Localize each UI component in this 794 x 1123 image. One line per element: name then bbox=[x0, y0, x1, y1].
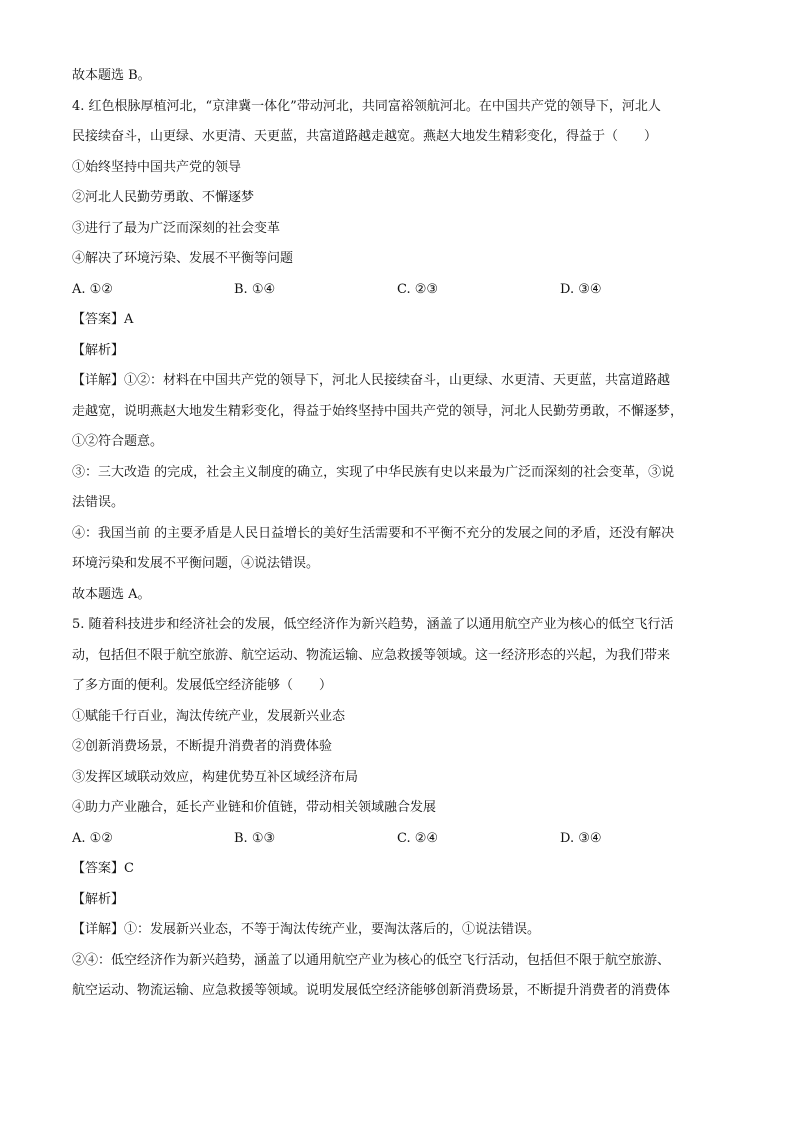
q4-analysis-title: 【解析】 bbox=[72, 342, 125, 358]
q5-analysis-line-3: 航空运动、物流运输、应急救援等领域。说明发展低空经济能够创新消费场景，不断提升消费者的消费体 bbox=[72, 983, 671, 998]
q4-analysis-line-4: ③：三大改造 的完成，社会主义制度的确立，实现了中华民族有史以来最为广泛而深刻的社会变革，③说 bbox=[72, 464, 675, 480]
q5-option-a: A. ①② bbox=[72, 830, 113, 846]
q4-stem-line-1: 4. 红色根脉厚植河北，“京津冀一体化”带动河北，共同富裕领航河北。在中国共产党的领导下，河北人 bbox=[72, 98, 661, 114]
q5-option-d: D. ③④ bbox=[560, 830, 602, 846]
q5-analysis-line-2: ②④：低空经济作为新兴趋势，涵盖了以通用航空产业为核心的低空飞行活动，包括但不限于航空旅游、 bbox=[72, 952, 671, 968]
q4-statement-1: ①始终坚持中国共产党的领导 bbox=[72, 159, 242, 175]
q4-option-c: C. ②③ bbox=[397, 281, 439, 297]
q5-analysis-line-1: 【详解】①：发展新兴业态，不等于淘汰传统产业，要淘汰落后的，①说法错误。 bbox=[72, 922, 541, 937]
q4-answer: 【答案】A bbox=[72, 312, 134, 327]
q5-statement-4: ④助力产业融合，延长产业链和价值链，带动相关领域融合发展 bbox=[72, 800, 437, 815]
q5-answer: 【答案】C bbox=[72, 861, 134, 876]
question-4 bbox=[72, 92, 732, 611]
q4-statement-3: ③进行了最为广泛而深刻的社会变革 bbox=[72, 220, 281, 236]
q4-analysis-line-6: ④：我国当前 的主要矛盾是人民日益增长的美好生活需要和不平衡不充分的发展之间的矛盾，还没有解决 bbox=[72, 525, 675, 541]
q4-options bbox=[72, 275, 732, 306]
q4-option-d: D. ③④ bbox=[560, 281, 602, 297]
q5-stem-line-2: 动，包括但不限于航空旅游、航空运动、物流运输、应急救援等领域。这一经济形态的兴起，为我们带来 bbox=[72, 647, 671, 663]
q4-analysis-line-5: 法错误。 bbox=[72, 495, 125, 510]
document-content bbox=[72, 61, 732, 1007]
q4-analysis-line-2: 走越宽，说明燕赵大地发生精彩变化，得益于始终坚持中国共产党的领导，河北人民勤劳勇敢，不懈逐梦， bbox=[72, 403, 684, 419]
q4-conclusion: 故本题选 A。 bbox=[72, 586, 151, 602]
question-5 bbox=[72, 610, 732, 1007]
q5-statement-3: ③发挥区域联动效应，构建优势互补区域经济布局 bbox=[72, 769, 359, 785]
q3-conclusion: 故本题选 B。 bbox=[72, 68, 151, 83]
q4-option-a: A. ①② bbox=[72, 281, 113, 297]
q5-options bbox=[72, 824, 732, 855]
q5-analysis-title: 【解析】 bbox=[72, 891, 125, 907]
q5-stem-line-3: 了多方面的便利。发展低空经济能够（ ） bbox=[72, 678, 333, 693]
q4-stem-line-2: 民接续奋斗，山更绿、水更清、天更蓝，共富道路越走越宽。燕赵大地发生精彩变化，得益于（ ） bbox=[72, 129, 658, 144]
q4-analysis-line-3: ①②符合题意。 bbox=[72, 434, 164, 449]
q4-analysis-line-1: 【详解】①②：材料在中国共产党的领导下，河北人民接续奋斗，山更绿、水更清、天更蓝，共富道路越 bbox=[72, 373, 671, 388]
q4-option-b: B. ①④ bbox=[234, 281, 276, 297]
q4-statement-4: ④解决了环境污染、发展不平衡等问题 bbox=[72, 251, 294, 266]
q4-analysis-line-7: 环境污染和发展不平衡问题，④说法错误。 bbox=[72, 556, 320, 571]
q5-statement-1: ①赋能千行百业，淘汰传统产业，发展新兴业态 bbox=[72, 708, 346, 724]
q5-statement-2: ②创新消费场景，不断提升消费者的消费体验 bbox=[72, 739, 333, 754]
q5-option-c: C. ②④ bbox=[397, 830, 439, 846]
q5-option-b: B. ①③ bbox=[234, 830, 276, 846]
q5-stem-line-1: 5. 随着科技进步和经济社会的发展，低空经济作为新兴趋势，涵盖了以通用航空产业为核心的低空飞行活 bbox=[72, 617, 674, 632]
q4-statement-2: ②河北人民勤劳勇敢、不懈逐梦 bbox=[72, 190, 255, 205]
